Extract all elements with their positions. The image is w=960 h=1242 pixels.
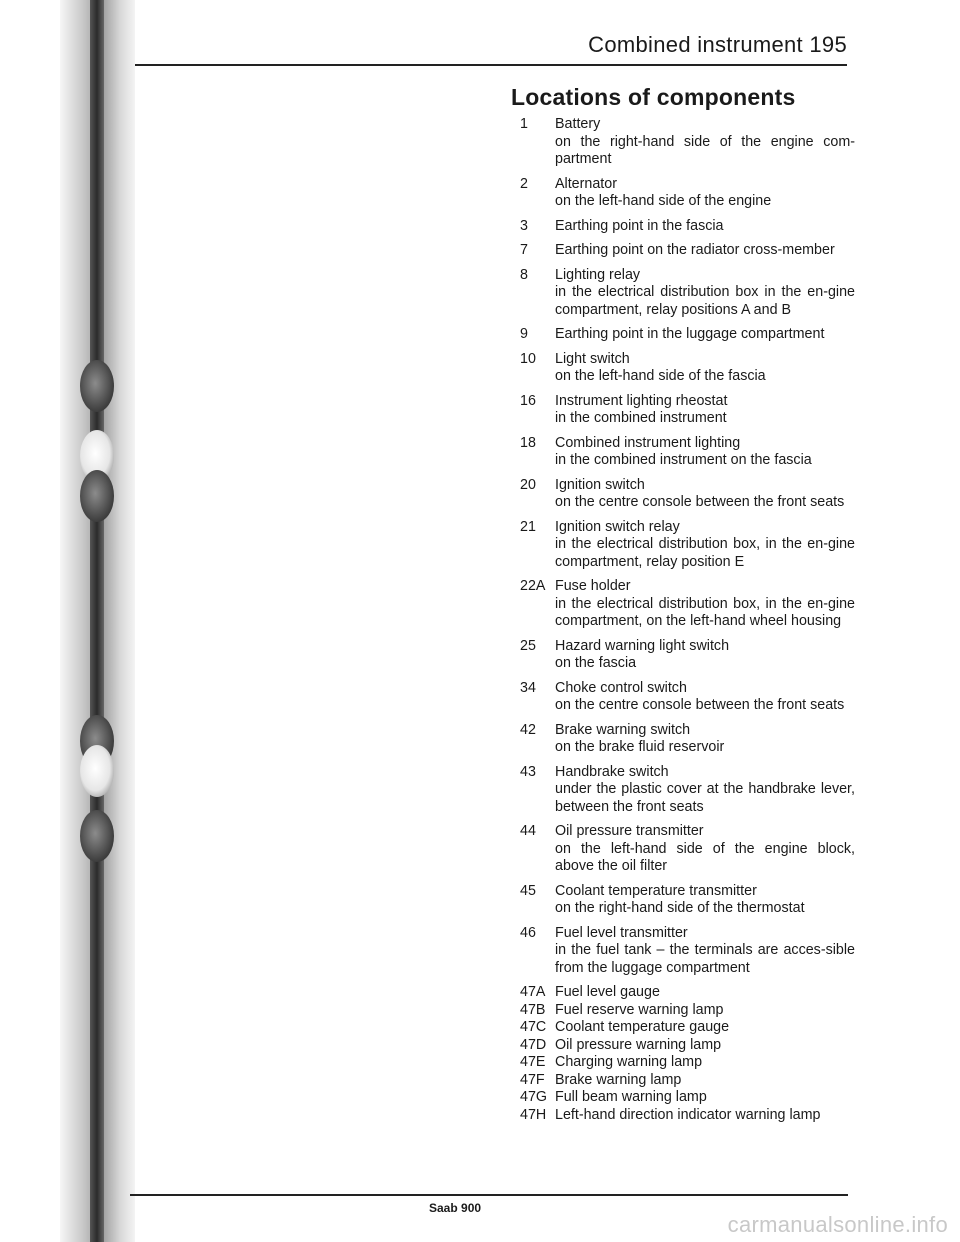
component-location: in the fuel tank – the terminals are acces-sible from the luggage compartment xyxy=(555,942,855,976)
gauge-number: 47C xyxy=(520,1019,547,1035)
component-name: Fuel level transmitter xyxy=(555,924,688,941)
component-entry xyxy=(510,176,855,211)
component-entry xyxy=(510,242,855,260)
gauge-entry xyxy=(510,1054,855,1072)
gauge-number: 47H xyxy=(520,1106,547,1123)
gauge-text xyxy=(555,1054,855,1072)
component-entry xyxy=(510,925,855,978)
component-name: Battery xyxy=(555,116,601,132)
component-name: Handbrake switch xyxy=(555,763,669,780)
gauge-text xyxy=(555,1037,855,1055)
gauge-entry xyxy=(510,984,855,1002)
component-number: 3 xyxy=(520,217,528,234)
footer-rule xyxy=(130,1194,848,1196)
component-text xyxy=(555,267,855,320)
component-entry xyxy=(510,393,855,428)
component-number: 34 xyxy=(520,679,536,696)
gauge-name: Fuel reserve warning lamp xyxy=(555,1001,724,1018)
component-text xyxy=(555,925,855,978)
component-text xyxy=(555,578,855,631)
page-title: Combined instrument 195 xyxy=(588,32,847,57)
component-text xyxy=(555,393,855,428)
component-location: in the electrical distribution box, in the en-gine compartment, relay position E xyxy=(555,536,855,570)
component-number: 7 xyxy=(520,242,528,258)
component-name: Ignition switch xyxy=(555,476,645,493)
gauge-number: 47E xyxy=(520,1054,546,1070)
component-text xyxy=(555,680,855,715)
component-location: on the centre console between the front seats xyxy=(555,494,845,510)
component-location: in the electrical distribution box, in the en-gine compartment, on the left-hand wheel housing xyxy=(555,595,855,629)
component-entry xyxy=(510,116,855,169)
component-text xyxy=(555,722,855,757)
component-name: Earthing point in the luggage compartment xyxy=(555,326,825,342)
component-entry xyxy=(510,883,855,918)
component-entry xyxy=(510,680,855,715)
component-number: 22A xyxy=(520,578,546,594)
component-text xyxy=(555,176,855,211)
component-text xyxy=(555,823,855,876)
gauge-text xyxy=(555,1002,855,1020)
gauge-text xyxy=(555,1072,855,1090)
component-text xyxy=(555,883,855,918)
component-location: on the left-hand side of the engine xyxy=(555,193,772,209)
component-location: on the left-hand side of the engine block, above the oil filter xyxy=(555,840,855,874)
component-text xyxy=(555,764,855,817)
component-number: 2 xyxy=(520,175,528,192)
gauge-name: Fuel level gauge xyxy=(555,984,660,1000)
component-name: Hazard warning light switch xyxy=(555,637,730,654)
component-text xyxy=(555,218,855,236)
component-number: 10 xyxy=(520,350,536,367)
component-list xyxy=(510,116,855,1124)
component-name: Ignition switch relay xyxy=(555,518,680,535)
component-text xyxy=(555,351,855,386)
gauge-text xyxy=(555,984,855,1002)
gauge-name: Oil pressure warning lamp xyxy=(555,1036,722,1053)
component-number: 20 xyxy=(520,476,536,493)
gauge-number: 47D xyxy=(520,1036,547,1053)
gauge-name: Brake warning lamp xyxy=(555,1071,682,1088)
component-number: 46 xyxy=(520,924,536,941)
component-entry xyxy=(510,351,855,386)
component-text xyxy=(555,519,855,572)
gauge-name: Left-hand direction indicator warning lamp xyxy=(555,1106,821,1123)
component-location: on the left-hand side of the fascia xyxy=(555,368,766,384)
component-name: Alternator xyxy=(555,175,617,192)
component-number: 43 xyxy=(520,763,536,780)
page-header xyxy=(135,30,847,66)
gauge-number: 47F xyxy=(520,1071,545,1088)
component-text xyxy=(555,242,855,260)
component-text xyxy=(555,435,855,470)
component-entry xyxy=(510,764,855,817)
gauge-entry xyxy=(510,1037,855,1055)
component-name: Light switch xyxy=(555,350,630,367)
component-entry xyxy=(510,578,855,631)
gauge-name: Coolant temperature gauge xyxy=(555,1019,730,1035)
gauge-entry xyxy=(510,1072,855,1090)
component-name: Brake warning switch xyxy=(555,721,691,738)
component-location: in the combined instrument xyxy=(555,410,727,426)
component-name: Earthing point on the radiator cross-member xyxy=(555,242,835,258)
gauge-entry xyxy=(510,1019,855,1037)
component-entry xyxy=(510,435,855,470)
component-name: Fuse holder xyxy=(555,578,631,594)
gauge-name: Full beam warning lamp xyxy=(555,1089,707,1105)
component-number: 1 xyxy=(520,116,528,132)
section-heading: Locations of components xyxy=(511,84,796,110)
gauge-text xyxy=(555,1019,855,1037)
component-number: 16 xyxy=(520,392,536,409)
component-location: on the right-hand side of the engine com-partment xyxy=(555,133,855,167)
component-name: Instrument lighting rheostat xyxy=(555,392,728,409)
component-number: 45 xyxy=(520,882,536,899)
gauge-text xyxy=(555,1107,855,1125)
gauge-number: 47G xyxy=(520,1089,548,1105)
component-location: in the electrical distribution box in the en-gine compartment, relay positions A and B xyxy=(555,284,855,318)
component-number: 21 xyxy=(520,518,536,535)
component-name: Coolant temperature transmitter xyxy=(555,882,757,899)
component-entry xyxy=(510,638,855,673)
gauge-entry xyxy=(510,1089,855,1107)
component-entry xyxy=(510,326,855,344)
component-location: on the fascia xyxy=(555,655,637,671)
component-location: on the centre console between the front seats xyxy=(555,697,845,713)
component-name: Combined instrument lighting xyxy=(555,434,741,451)
component-number: 8 xyxy=(520,266,528,283)
component-number: 44 xyxy=(520,823,536,839)
component-name: Lighting relay xyxy=(555,266,641,283)
gauge-name: Charging warning lamp xyxy=(555,1054,703,1070)
punch-hole xyxy=(80,360,114,412)
punch-hole xyxy=(80,470,114,522)
component-entry xyxy=(510,519,855,572)
gauge-entry xyxy=(510,1002,855,1020)
component-number: 25 xyxy=(520,637,536,654)
punch-hole xyxy=(80,810,114,862)
component-entry xyxy=(510,823,855,876)
component-location: on the right-hand side of the thermostat xyxy=(555,900,805,916)
component-text xyxy=(555,638,855,673)
component-text xyxy=(555,477,855,512)
component-name: Choke control switch xyxy=(555,679,687,696)
component-entry xyxy=(510,477,855,512)
footer-label: Saab 900 xyxy=(429,1201,482,1215)
punch-hole xyxy=(80,745,114,797)
gauge-number: 47B xyxy=(520,1001,546,1018)
component-entry xyxy=(510,722,855,757)
component-number: 42 xyxy=(520,721,536,738)
binder-spine-bar xyxy=(90,0,104,1242)
component-location: in the combined instrument on the fascia xyxy=(555,452,812,468)
component-text xyxy=(555,326,855,344)
component-name: Earthing point in the fascia xyxy=(555,217,724,234)
component-text xyxy=(555,116,855,169)
component-location: under the plastic cover at the handbrake lever, between the front seats xyxy=(555,781,855,815)
binder-spine xyxy=(60,0,135,1242)
gauge-entry xyxy=(510,1107,855,1125)
component-location: on the brake fluid reservoir xyxy=(555,739,725,755)
component-entry xyxy=(510,267,855,320)
component-number: 18 xyxy=(520,434,536,451)
component-entry xyxy=(510,218,855,236)
gauge-text xyxy=(555,1089,855,1107)
component-number: 9 xyxy=(520,326,528,342)
gauge-number: 47A xyxy=(520,984,546,1000)
watermark: carmanualsonline.info xyxy=(727,1212,948,1237)
component-name: Oil pressure transmitter xyxy=(555,823,704,839)
